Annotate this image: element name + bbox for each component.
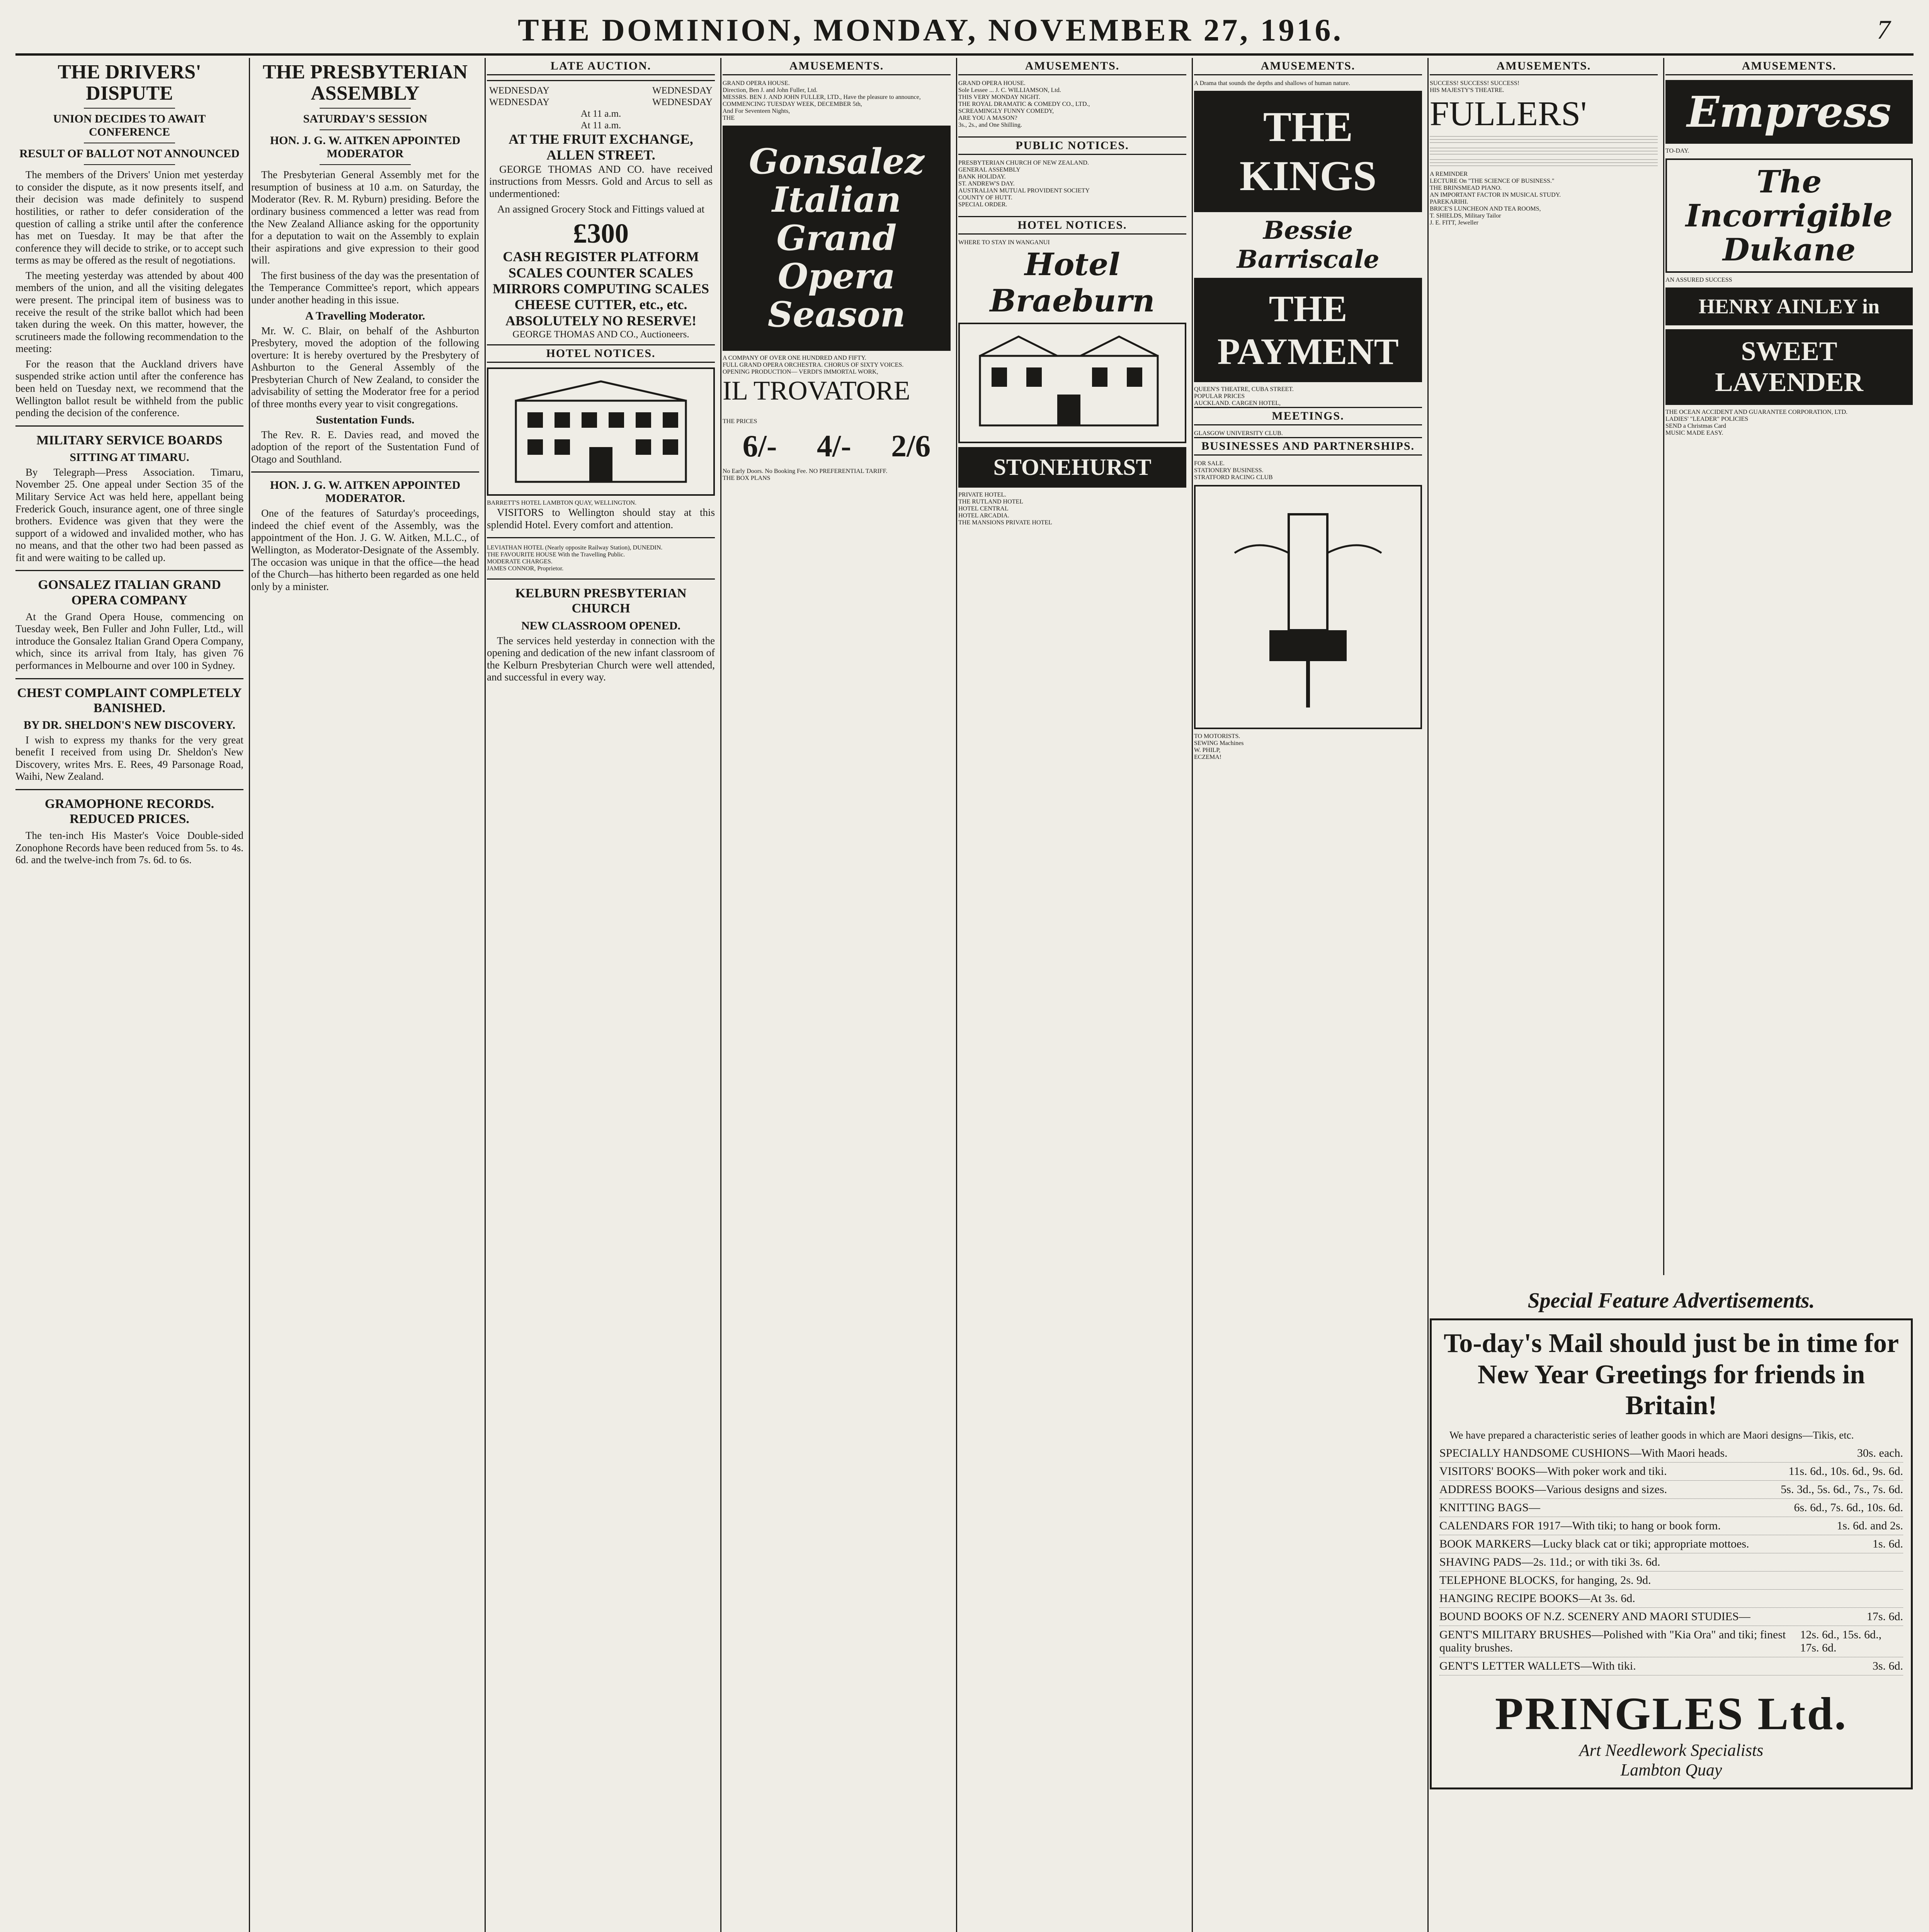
masthead	[15, 7, 1914, 56]
gonsalez-para: At the Grand Opera House, commencing on Tuesday week, Ben Fuller and John Fuller, Ltd., will introduce the Gonsalez Italian Grand Opera Company, which, since its arrival from Italy, has given 76 performances in Melbourne and over 100 in Sydney.	[15, 611, 243, 671]
comedy-title: SCREAMINGLY FUNNY COMEDY,	[958, 108, 1054, 114]
opera-box-plans: THE BOX PLANS	[723, 475, 771, 481]
gramophone-headline: GRAMOPHONE RECORDS. REDUCED PRICES.	[44, 797, 214, 827]
ocean-corporation: THE OCEAN ACCIDENT AND GUARANTEE CORPORATION, LTD.	[1665, 409, 1848, 415]
feature-item-name: ADDRESS BOOKS—Various designs and sizes.	[1439, 1483, 1667, 1496]
feature-item-name: HANGING RECIPE BOOKS—At 3s. 6d.	[1439, 1592, 1635, 1605]
feature-item-price: 3s. 6d.	[1872, 1660, 1903, 1673]
price-stalls: 4/-	[817, 429, 851, 463]
public-notices-header: PUBLIC NOTICES.	[958, 136, 1186, 155]
drivers-headline: THE DRIVERS' DISPUTE	[58, 61, 201, 104]
feature-item-price: 17s. 6d.	[1866, 1610, 1903, 1623]
braeburn-building-icon	[964, 329, 1173, 429]
county-hutt: COUNTY OF HUTT.	[958, 194, 1012, 201]
stratford-racing: STRATFORD RACING CLUB	[1194, 474, 1273, 481]
stationery-business: STATIONERY BUSINESS.	[1194, 467, 1264, 474]
empress-logo: Empress	[1665, 80, 1913, 144]
popular-prices: POPULAR PRICES	[1194, 393, 1245, 400]
brices-tea-rooms: BRICE'S LUNCHEON AND TEA ROOMS,	[1430, 206, 1541, 212]
barretts-title: BARRETT'S HOTEL LAMBTON QUAY, WELLINGTON.	[487, 500, 637, 507]
feature-item-name: TELEPHONE BLOCKS, for hanging, 2s. 9d.	[1439, 1574, 1651, 1587]
comedy-prices: 3s., 2s., and One Shilling.	[958, 122, 1022, 128]
mail-headline: To-day's Mail should just be in time for New Year Greetings for friends in Britain!	[1444, 1328, 1899, 1420]
column-opera	[723, 58, 957, 1932]
auction-stock: An assigned Grocery Stock and Fittings valued at	[497, 203, 705, 215]
braeburn-illustration	[958, 323, 1186, 443]
chest-para: I wish to express my thanks for the very great benefit I received from using Dr. Sheldon's New Discovery, writes Mrs. E. Rees, 49 Parsonage Road, Waihi, New Zealand.	[15, 734, 243, 782]
auction-day-4: WEDNESDAY	[652, 97, 713, 107]
auction-price: £300	[573, 218, 629, 249]
chest-subhead: BY DR. SHELDON'S NEW DISCOVERY.	[24, 718, 235, 731]
auction-day-1: WEDNESDAY	[489, 85, 550, 96]
feature-item-name: CALENDARS FOR 1917—With tiki; to hang or book form.	[1439, 1519, 1721, 1532]
hotel-building-icon	[500, 378, 701, 486]
hotel-notices-header-2: HOTEL NOTICES.	[958, 216, 1186, 235]
feature-list-item	[1439, 1571, 1903, 1590]
pringles-logo: PRINGLES Ltd.	[1495, 1688, 1848, 1740]
military-headline: MILITARY SERVICE BOARDS	[36, 433, 223, 447]
wanganui-title: WHERE TO STAY IN WANGANUI	[958, 239, 1050, 246]
feature-list-item	[1439, 1499, 1903, 1517]
assured-success: AN ASSURED SUCCESS	[1665, 277, 1732, 283]
feature-list-item	[1439, 1535, 1903, 1553]
feature-list-item	[1439, 1517, 1903, 1535]
auction-reserve: ABSOLUTELY NO RESERVE!	[505, 313, 697, 328]
brinsmead-title: THE BRINSMEAD PIANO.	[1430, 185, 1502, 191]
presbyterian-subhead-4: Sustentation Funds.	[316, 413, 415, 426]
opera-announce: MESSRS. BEN J. AND JOHN FULLER, LTD., Have the pleasure to announce,	[723, 94, 921, 100]
feature-list-item	[1439, 1657, 1903, 1675]
opera-direction: Direction, Ben J. and John Fuller, Ltd.	[723, 87, 818, 94]
sewing-machines: SEWING Machines	[1194, 740, 1244, 747]
drama-tagline: A Drama that sounds the depths and shallows of human nature.	[1194, 80, 1350, 87]
price-dress-circle: 6/-	[742, 429, 777, 463]
column-empress	[1665, 58, 1913, 1275]
philp-ad: W. PHILP,	[1194, 747, 1221, 753]
gonsalez-logo: Gonsalez Italian Grand Opera Season	[723, 126, 951, 351]
chest-headline: CHEST COMPLAINT COMPLETELY BANISHED.	[17, 685, 242, 715]
column-kings	[1194, 58, 1429, 1932]
feature-item-price: 12s. 6d., 15s. 6d., 17s. 6d.	[1800, 1628, 1882, 1655]
feature-list-item	[1439, 1463, 1903, 1481]
presbyterian-para-5: One of the features of Saturday's proceedings, indeed the chief event of the Assembly, was the appointment of the Hon. J. G. W. Aitken, M.L.C., of Wellington, as Moderator-Designate of the Assembly. The occasion was unique in that the office—the head of the Church—has hitherto been regarded as one held only by a minister.	[251, 507, 479, 592]
feature-list-item	[1439, 1608, 1903, 1626]
feature-items-list	[1439, 1444, 1903, 1675]
to-motorists: TO MOTORISTS.	[1194, 733, 1240, 740]
success-line: SUCCESS! SUCCESS! SUCCESS!	[1430, 80, 1520, 87]
opera-house-title: GRAND OPERA HOUSE.	[723, 80, 790, 87]
stonehurst-logo: STONEHURST	[958, 447, 1186, 488]
feature-item-name: BOUND BOOKS OF N.Z. SCENERY AND MAORI STUDIES—	[1439, 1610, 1750, 1623]
reminder-title: A REMINDER	[1430, 171, 1468, 177]
feature-item-name: KNITTING BAGS—	[1439, 1501, 1540, 1514]
special-order: SPECIAL ORDER.	[958, 201, 1007, 208]
pringles-address: Lambton Quay	[1620, 1760, 1722, 1780]
feature-list-item	[1439, 1590, 1903, 1608]
feature-item-name: SHAVING PADS—2s. 11d.; or with tiki 3s. 6d.	[1439, 1556, 1660, 1569]
masthead-title: THE DOMINION, MONDAY, NOVEMBER 27, 1916.	[518, 12, 1344, 48]
ladies-policies: LADIES' "LEADER" POLICIES	[1665, 416, 1749, 422]
leviathan-proprietor: JAMES CONNOR, Proprietor.	[487, 565, 564, 572]
meetings-header: MEETINGS.	[1194, 407, 1422, 425]
amp-society: AUSTRALIAN MUTUAL PROVIDENT SOCIETY	[958, 187, 1090, 194]
drivers-para-2: The meeting yesterday was attended by about 400 members of the union, and all the visiting delegates were present. The principal item of business was to receive the result of the strike ballot which had been taken during the week. On this matter, however, the scrutineers made the following recommendation to the meeting:	[15, 269, 243, 355]
parekarihi-title: PAREKARIHI.	[1430, 199, 1468, 205]
presbyterian-para-4: The Rev. R. E. Davies read, and moved the adoption of the report of the Sustentation Fund of Otago and Southland.	[251, 429, 479, 465]
pringles-subtitle: Art Needlework Specialists	[1579, 1741, 1764, 1760]
kelburn-subhead: NEW CLASSROOM OPENED.	[521, 619, 680, 632]
st-andrews-day: ST. ANDREW'S DAY.	[958, 180, 1015, 187]
feature-item-name: GENT'S LETTER WALLETS—With tiki.	[1439, 1660, 1636, 1673]
leviathan-sub: THE FAVOURITE HOUSE With the Travelling Public.	[487, 551, 625, 558]
opera-company: A COMPANY OF OVER ONE HUNDRED AND FIFTY.	[723, 355, 866, 361]
brinsmead-sub: AN IMPORTANT FACTOR IN MUSICAL STUDY.	[1430, 192, 1561, 198]
presbyterian-para-2: The first business of the day was the presentation of the Temperance Committee's report, which appears under another heading in this issue.	[251, 269, 479, 306]
general-assembly: GENERAL ASSEMBLY	[958, 167, 1021, 173]
royal-dramatic: THE ROYAL DRAMATIC & COMEDY CO., LTD.,	[958, 101, 1090, 107]
for-sale: FOR SALE.	[1194, 460, 1225, 467]
prices-title: THE PRICES	[723, 418, 757, 425]
payment-logo: THE PAYMENT	[1194, 278, 1422, 382]
military-subhead: SITTING AT TIMARU.	[70, 451, 189, 464]
feature-item-name: SPECIALLY HANDSOME CUSHIONS—With Maori heads.	[1439, 1447, 1728, 1460]
dukane-logo: The Incorrigible Dukane	[1665, 158, 1913, 273]
feature-item-name: VISITORS' BOOKS—With poker work and tiki.	[1439, 1465, 1667, 1478]
fullers-logo: FULLERS'	[1430, 95, 1587, 133]
feature-item-name: GENT'S MILITARY BRUSHES—Polished with "Kia Ora" and tiki; finest quality brushes.	[1439, 1628, 1786, 1655]
hotel-arcadia: HOTEL ARCADIA.	[958, 512, 1009, 519]
auction-time-2: At 11 a.m.	[580, 120, 621, 131]
feature-item-price: 6s. 6d., 7s. 6d., 10s. 6d.	[1794, 1501, 1903, 1514]
special-feature-heading: Special Feature Advertisements.	[1528, 1289, 1815, 1313]
feature-list-item	[1439, 1481, 1903, 1499]
presbyterian-para-1: The Presbyterian General Assembly met for the resumption of business at 10 a.m. on Saturday, the Moderator (Rev. R. M. Ryburn) presiding. Before the ordinary business commenced a letter was read from the New Zealand Alliance asking for the opportunity for a deputation to wait on the Assembly to explain their aspirations and give expression to their good will.	[251, 169, 479, 266]
auction-venue: AT THE FRUIT EXCHANGE, ALLEN STREET.	[509, 131, 693, 163]
late-auction-header: LATE AUCTION.	[487, 58, 715, 75]
opera-orchestra: FULL GRAND OPERA ORCHESTRA. CHORUS OF SIXTY VOICES.	[723, 362, 904, 368]
amusements-header-3: AMUSEMENTS.	[1194, 58, 1422, 75]
braeburn-logo: Hotel Braeburn	[990, 246, 1155, 319]
gonsalez-headline: GONSALEZ ITALIAN GRAND OPERA COMPANY	[38, 578, 221, 607]
moderate-charges: MODERATE CHARGES.	[487, 558, 553, 565]
column-drivers	[15, 58, 250, 1932]
il-trovatore: IL TROVATORE	[723, 376, 910, 406]
opera-opening: OPENING PRODUCTION— VERDI'S IMMORTAL WORK,	[723, 369, 878, 375]
feature-item-price: 5s. 3d., 5s. 6d., 7s., 7s. 6d.	[1781, 1483, 1903, 1496]
special-feature-section	[1430, 1283, 1913, 1932]
feature-item-price: 1s. 6d.	[1872, 1537, 1903, 1551]
eczema-ad: ECZEMA!	[1194, 754, 1222, 760]
hotel-central: HOTEL CENTRAL	[958, 505, 1009, 512]
pringles-intro: We have prepared a characteristic series of leather goods in which are Maori designs—Tikis, etc.	[1449, 1429, 1854, 1441]
christmas-card: SEND a Christmas Card	[1665, 423, 1726, 429]
auction-time-1: At 11 a.m.	[580, 109, 621, 119]
bank-holiday: BANK HOLIDAY.	[958, 173, 1006, 180]
feature-item-price: 11s. 6d., 10s. 6d., 9s. 6d.	[1788, 1465, 1903, 1478]
his-majestys-theatre: HIS MAJESTY'S THEATRE.	[1430, 87, 1504, 94]
music-made-easy: MUSIC MADE EASY.	[1665, 430, 1723, 436]
military-para: By Telegraph—Press Association. Timaru, November 25. One appeal under Section 35 of the Military Service Act was held here, appellant being Frederick Gouch, insurance agent, one of three single brothers. Evidence was given that they were the support of a widowed and invalided mother, who has no means, and that the other two had been passed as fit and were waiting to be called up.	[15, 466, 243, 563]
opera-nights: And For Seventeen Nights,	[723, 108, 790, 114]
cargen-hotel: AUCKLAND. CARGEN HOTEL,	[1194, 400, 1281, 406]
tonight-banner: THIS VERY MONDAY NIGHT.	[958, 94, 1040, 100]
gramophone-para: The ten-inch His Master's Voice Double-sided Zonophone Records have been reduced from 5s. to 4s. 6d. and the twelve-inch from 7s. 6d. to 6s.	[15, 830, 243, 866]
barretts-text: VISITORS to Wellington should stay at this splendid Hotel. Every comfort and attention.	[487, 507, 715, 531]
science-lecture: LECTURE On "THE SCIENCE OF BUSINESS."	[1430, 178, 1555, 184]
presbyterian-headline: THE PRESBYTERIAN ASSEMBLY	[262, 61, 468, 104]
drivers-subhead-2: RESULT OF BALLOT NOT ANNOUNCED	[19, 147, 240, 160]
shields-tailor: T. SHIELDS, Military Tailor	[1430, 213, 1501, 219]
spray-nozzle-icon	[1211, 499, 1405, 715]
column-presbyterian	[251, 58, 486, 1932]
drivers-para-1: The members of the Drivers' Union met yesterday to consider the dispute, as it now presents itself, and their decision was made definitely to suspend hostilities, or rather to defer consideration of the question of calling a strike until after the conference has met on Tuesday. It may be that after the conference they will decide to strike, or to accept such terms as may be offered as the result of negotiations.	[15, 169, 243, 266]
sweet-lavender: SWEET LAVENDER	[1665, 329, 1913, 405]
amusements-header-1: AMUSEMENTS.	[723, 58, 951, 75]
presbyterian-subhead-1: SATURDAY'S SESSION	[303, 112, 427, 126]
pringles-ad	[1430, 1318, 1913, 1789]
presbyterian-notice: PRESBYTERIAN CHURCH OF NEW ZEALAND.	[958, 160, 1089, 166]
auction-intro: GEORGE THOMAS AND CO. have received instructions from Messrs. Gold and Arcus to sell as undermentioned:	[489, 163, 713, 199]
leviathan-title: LEVIATHAN HOTEL (Nearly opposite Railway Station), DUNEDIN.	[487, 544, 663, 551]
amusements-header-2: AMUSEMENTS.	[958, 58, 1186, 75]
auction-items: CASH REGISTER PLATFORM SCALES COUNTER SCALES MIRRORS COMPUTING SCALES CHEESE CUTTER, etc., etc.	[492, 249, 709, 313]
business-header: BUSINESSES AND PARTNERSHIPS.	[1194, 437, 1422, 456]
auction-auctioneer: GEORGE THOMAS AND CO., Auctioneers.	[512, 329, 689, 340]
fitt-jeweller: J. E. FITT, Jeweller	[1430, 219, 1478, 226]
feature-list-item	[1439, 1626, 1903, 1657]
page-number: 7	[1877, 15, 1890, 45]
opera-commencing: COMMENCING TUESDAY WEEK, DECEMBER 5th,	[723, 101, 862, 107]
column-auction	[487, 58, 721, 1932]
feature-item-name: BOOK MARKERS—Lucky black cat or tiki; appropriate mottoes.	[1439, 1537, 1749, 1551]
mason-line: ARE YOU A MASON?	[958, 115, 1017, 121]
opera-lessee: Sole Lessee ... J. C. WILLIAMSON, Ltd.	[958, 87, 1061, 94]
feature-item-price: 1s. 6d. and 2s.	[1837, 1519, 1903, 1532]
presbyterian-para-3: Mr. W. C. Blair, on behalf of the Ashburton Presbytery, moved the adoption of the following overture: It is hereby overtured by the Presbytery of Ashburton to the General Assembly of the Presbyterian Church of New Zealand, to consider the advisability of setting the Moderator free for a period of three months every year to visit congregations.	[251, 325, 479, 410]
henry-ainley: HENRY AINLEY in	[1665, 287, 1913, 325]
price-list	[723, 429, 951, 464]
auction-ad	[487, 80, 715, 344]
column-majesty	[1430, 58, 1664, 1275]
kelburn-headline: KELBURN PRESBYTERIAN CHURCH	[515, 586, 687, 616]
kings-logo: THE KINGS	[1194, 91, 1422, 212]
opera-the: THE	[723, 115, 735, 121]
opera-no-fees: No Early Doors. No Booking Fee. NO PREFERENTIAL TARIFF.	[723, 468, 888, 474]
auction-day-3: WEDNESDAY	[489, 97, 550, 107]
empress-today: TO-DAY.	[1665, 148, 1689, 154]
barretts-hotel-illustration	[487, 367, 715, 496]
amusements-header-5: AMUSEMENTS.	[1665, 58, 1913, 75]
bessie-barriscale: Bessie Barriscale	[1237, 216, 1380, 274]
queens-theatre: QUEEN'S THEATRE, CUBA STREET.	[1194, 386, 1294, 393]
hotel-notices-header: HOTEL NOTICES.	[487, 344, 715, 363]
motorist-illustration	[1194, 485, 1422, 729]
rutland-hotel: THE RUTLAND HOTEL	[958, 498, 1023, 505]
presbyterian-subhead-2: HON. J. G. W. AITKEN APPOINTED MODERATOR	[270, 134, 461, 160]
glasgow-club: GLASGOW UNIVERSITY CLUB.	[1194, 430, 1283, 437]
private-hotel: PRIVATE HOTEL.	[958, 492, 1007, 498]
auction-day-2: WEDNESDAY	[652, 85, 713, 96]
feature-list-item	[1439, 1553, 1903, 1571]
feature-list-item	[1439, 1444, 1903, 1463]
amusements-header-4: AMUSEMENTS.	[1430, 58, 1658, 75]
mansions-hotel: THE MANSIONS PRIVATE HOTEL	[958, 519, 1052, 526]
feature-item-price: 30s. each.	[1857, 1447, 1903, 1460]
price-gallery: 2/6	[891, 429, 931, 463]
drivers-para-3: For the reason that the Auckland drivers have suspended strike action until after the conference has been held on Tuesday next, we recommend that the Wellington ballot result be withheld from the public pending the decision of the conference.	[15, 358, 243, 419]
presbyterian-subhead-3: A Travelling Moderator.	[305, 309, 425, 322]
kelburn-para: The services held yesterday in connection with the opening and dedication of the new infant classroom of the Kelburn Presbyterian Church were well attended, and successful in every way.	[487, 634, 715, 683]
column-amusements-public	[958, 58, 1193, 1932]
opera-house-title-2: GRAND OPERA HOUSE.	[958, 80, 1026, 87]
presbyterian-subhead-5: HON. J. G. W. AITKEN APPOINTED MODERATOR.	[270, 479, 461, 505]
drivers-subhead-1: UNION DECIDES TO AWAIT CONFERENCE	[53, 112, 206, 139]
